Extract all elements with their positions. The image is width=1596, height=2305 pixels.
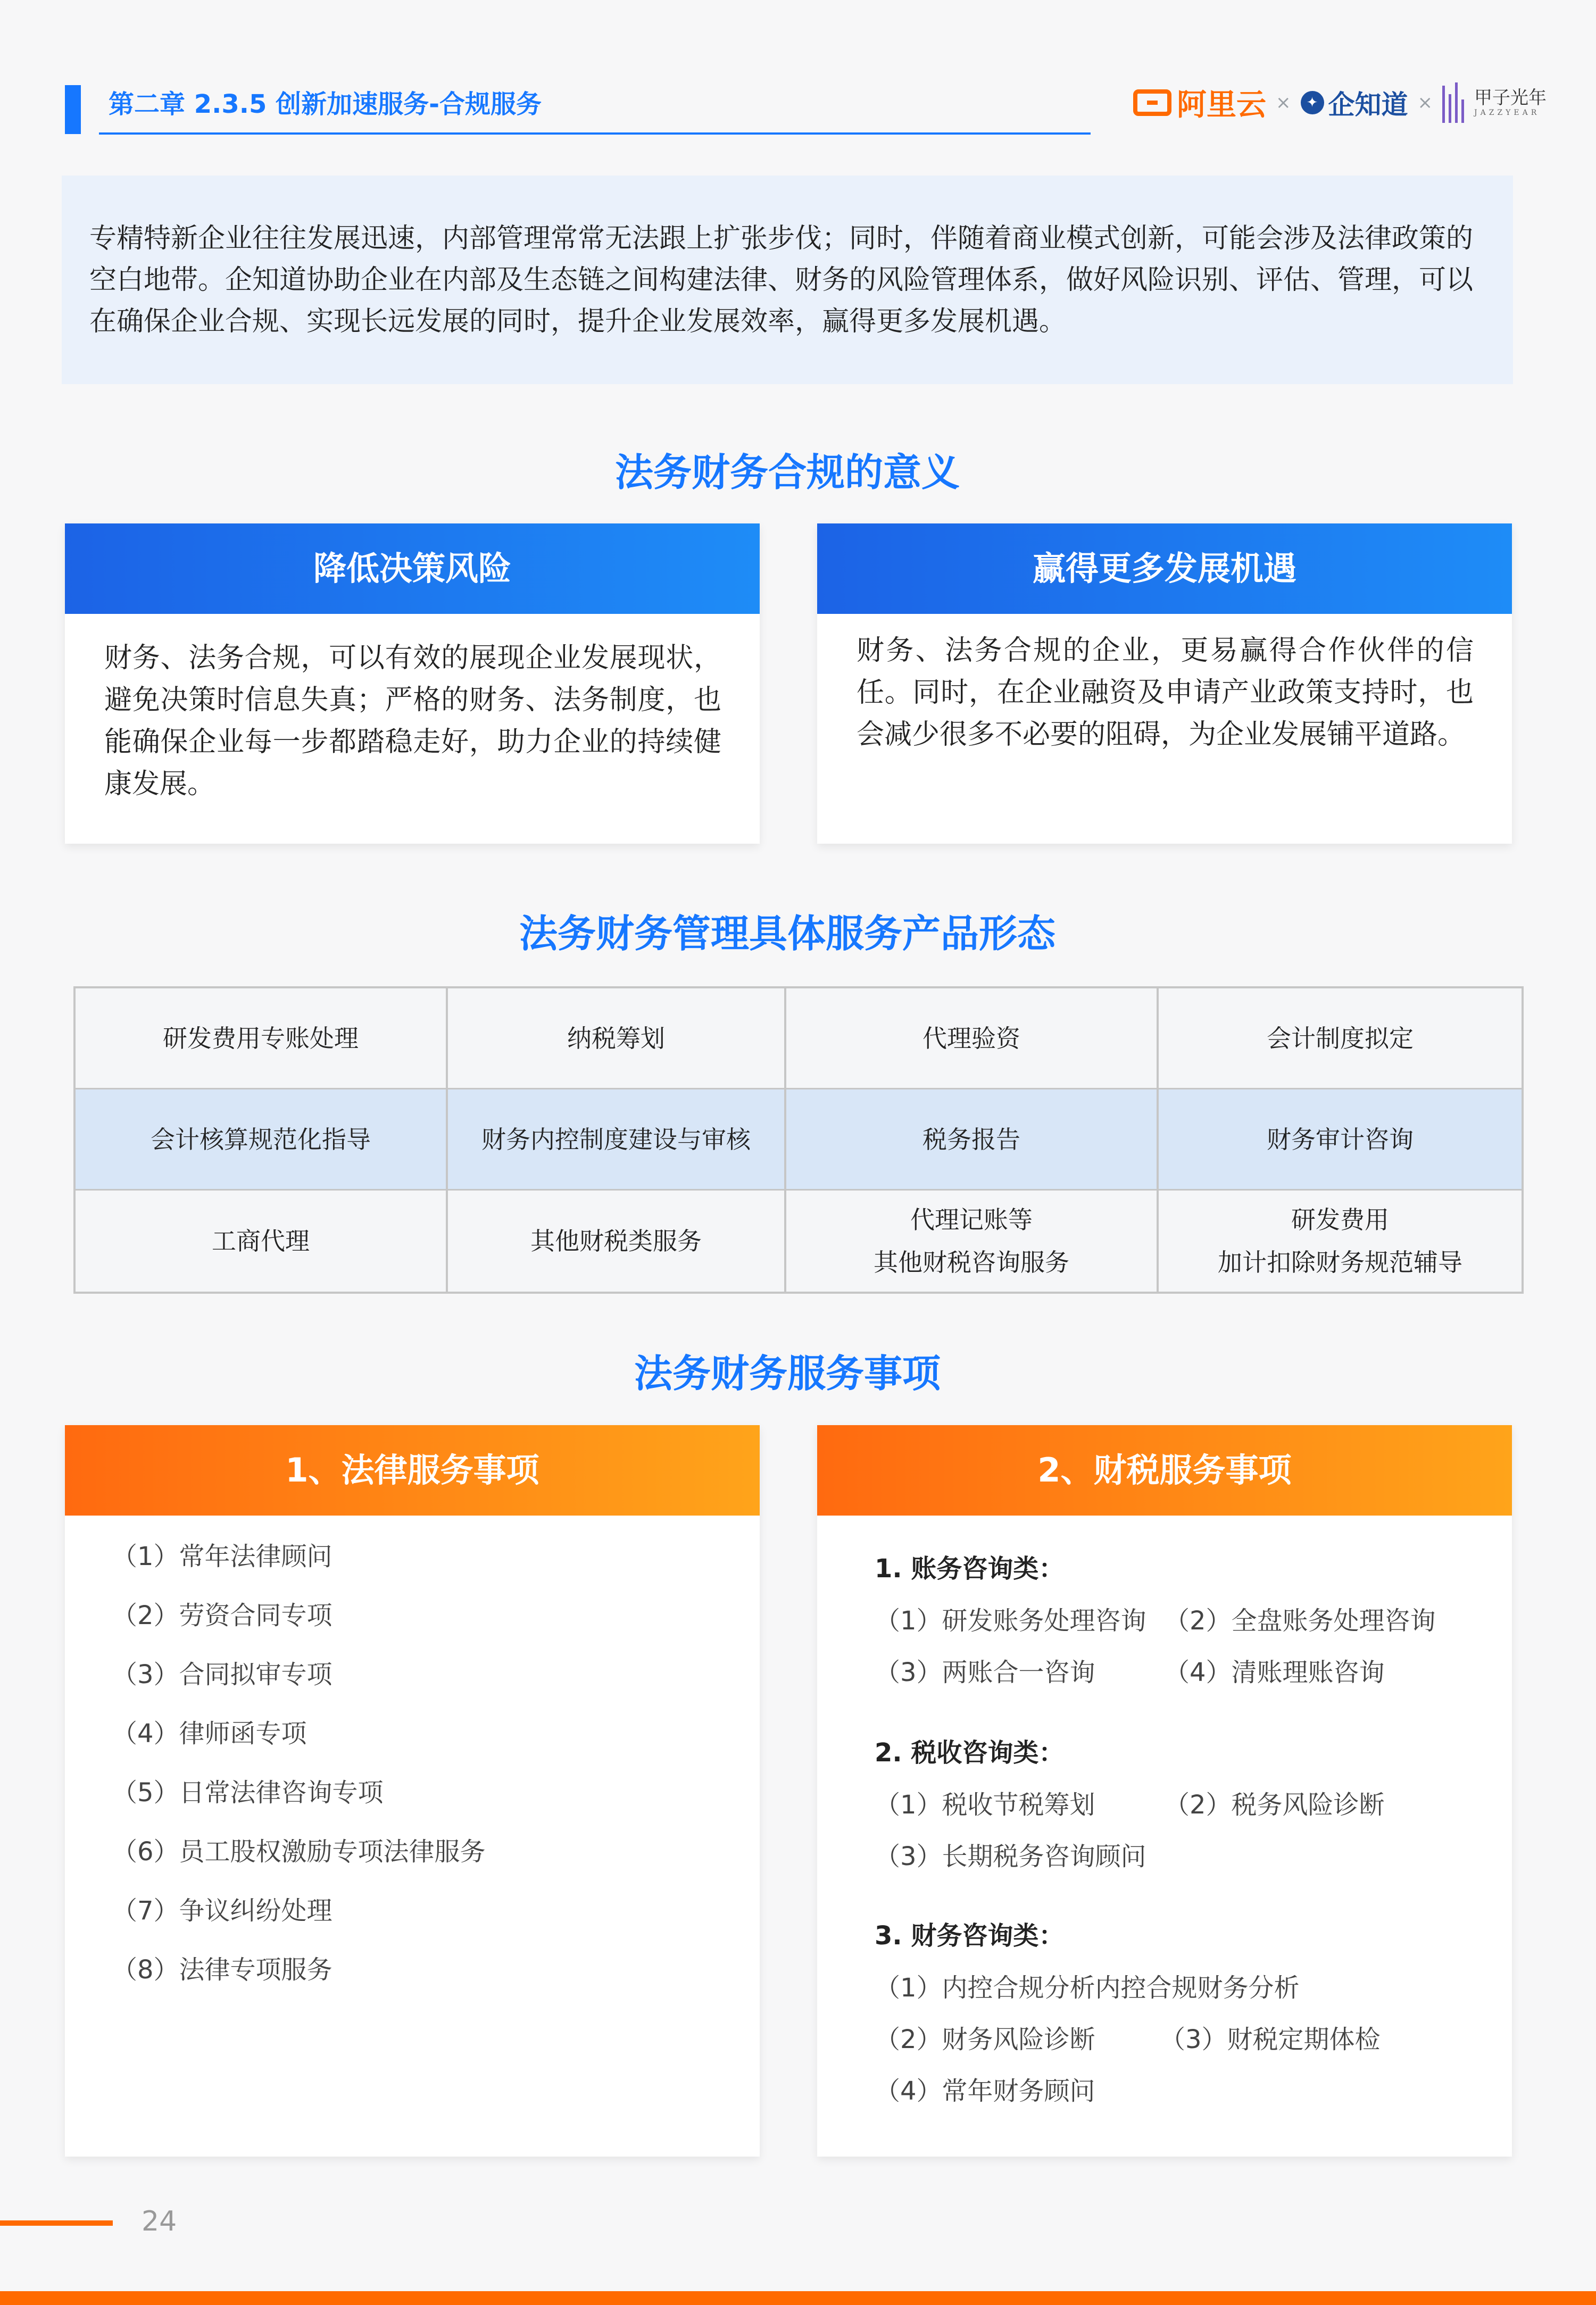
card-more-opportunities <box>817 523 1512 844</box>
jiazi-logo <box>1442 82 1547 123</box>
table-cell: 研发费用 加计扣除财务规范辅导 <box>1159 1191 1522 1292</box>
card-title: 1、法律服务事项 <box>65 1425 760 1516</box>
footer-bottom-bar <box>0 2291 1596 2305</box>
list-item: （2）劳资合同专项 <box>112 1601 332 1630</box>
partner-logos <box>1133 79 1564 127</box>
footer-accent-line <box>0 2220 113 2226</box>
card-reduce-risk <box>65 523 760 844</box>
table-cell: 财务内控制度建设与审核 <box>448 1089 786 1191</box>
intro-box <box>62 176 1513 384</box>
qizhidao-logo-text: 企知道 <box>1328 89 1408 120</box>
products-title: 法务财务管理具体服务产品形态 <box>519 911 1055 956</box>
legal-list <box>112 1538 486 2011</box>
jiazi-logo-icon <box>1442 82 1469 123</box>
list-item: （5）日常法律咨询专项 <box>112 1778 384 1808</box>
table-cell: 税务报告 <box>786 1089 1159 1191</box>
qizhidao-logo <box>1301 84 1408 122</box>
list-item: （1）内控合规分析内控合规财务分析 <box>875 1973 1300 2003</box>
logo-separator: × <box>1417 92 1433 113</box>
services-title: 法务财务服务事项 <box>634 1351 941 1396</box>
list-item: （3）长期税务咨询顾问 <box>875 1842 1146 1871</box>
card-body: 财务、法务合规的企业，更易赢得合作伙伴的信任。同时，在企业融资及申请产业政策支持时，也会减少很多不必要的阻碍，为企业发展铺平道路。 <box>857 635 1474 751</box>
jiazi-logo-en: JAZZYEAR <box>1474 109 1540 117</box>
chapter-title: 第二章 2.3.5 创新加速服务-合规服务 <box>109 89 542 119</box>
tax-category-finance: 3. 财务咨询类： <box>875 1921 1065 1951</box>
jiazi-logo-text: 甲子光年 <box>1474 87 1547 109</box>
table-cell: 代理验资 <box>786 988 1159 1089</box>
list-item: （8）法律专项服务 <box>112 1955 332 1985</box>
logo-separator: × <box>1276 92 1291 113</box>
aliyun-logo <box>1133 81 1266 124</box>
tax-category-taxation: 2. 税收咨询类： <box>875 1738 1065 1768</box>
aliyun-logo-icon <box>1133 89 1171 116</box>
list-item: （3）两账合一咨询 <box>875 1658 1095 1687</box>
card-title: 2、财税服务事项 <box>817 1425 1512 1516</box>
list-item: （6）员工股权激励专项法律服务 <box>112 1837 486 1867</box>
list-item: （4）常年财务顾问 <box>875 2076 1095 2106</box>
intro-text: 专精特新企业往往发展迅速，内部管理常常无法跟上扩张步伐；同时，伴随着商业模式创新，可能会涉及法律政策的空白地带。企知道协助企业在内部及生态链之间构建法律、财务的风险管理体系，做好风险识别、评估、管理，可以在确保企业合规、实现长远发展的同时，提升企业发展效率，赢得更多发展机遇。 <box>89 223 1474 337</box>
list-item: （2）税务风险诊断 <box>1164 1790 1385 1820</box>
list-item: （1）研发账务处理咨询 <box>875 1606 1146 1636</box>
products-table <box>73 986 1524 1294</box>
list-item: （2）财务风险诊断 <box>875 2025 1095 2054</box>
table-cell: 研发费用专账处理 <box>76 988 448 1089</box>
card-title: 降低决策风险 <box>65 523 760 614</box>
tax-category-accounting: 1. 账务咨询类： <box>875 1554 1065 1584</box>
header-divider <box>99 132 1091 135</box>
card-body: 财务、法务合规，可以有效的展现企业发展现状，避免决策时信息失真；严格的财务、法务制度，也能确保企业每一步都踏稳走好，助力企业的持续健康发展。 <box>104 642 721 800</box>
table-cell: 代理记账等 其他财税咨询服务 <box>786 1191 1159 1292</box>
qizhidao-logo-icon: ✦ <box>1301 91 1324 114</box>
list-item: （4）清账理账咨询 <box>1164 1658 1385 1687</box>
aliyun-logo-text: 阿里云 <box>1177 88 1266 122</box>
list-item: （3）财税定期体检 <box>1160 2025 1381 2054</box>
list-item: （3）合同拟审专项 <box>112 1660 332 1690</box>
list-item: （1）常年法律顾问 <box>112 1542 332 1571</box>
significance-title: 法务财务合规的意义 <box>614 450 960 495</box>
table-cell: 会计核算规范化指导 <box>76 1089 448 1191</box>
list-item: （2）全盘账务处理咨询 <box>1164 1606 1436 1636</box>
table-cell: 其他财税类服务 <box>448 1191 786 1292</box>
list-item: （4）律师函专项 <box>112 1719 307 1749</box>
table-cell: 工商代理 <box>76 1191 448 1292</box>
list-item: （1）税收节税筹划 <box>875 1790 1095 1820</box>
table-cell: 会计制度拟定 <box>1159 988 1522 1089</box>
header-accent-bar <box>65 85 81 134</box>
table-cell: 财务审计咨询 <box>1159 1089 1522 1191</box>
table-cell: 纳税筹划 <box>448 988 786 1089</box>
card-title: 赢得更多发展机遇 <box>817 523 1512 614</box>
list-item: （7）争议纠纷处理 <box>112 1896 332 1926</box>
page-number: 24 <box>142 2206 177 2237</box>
